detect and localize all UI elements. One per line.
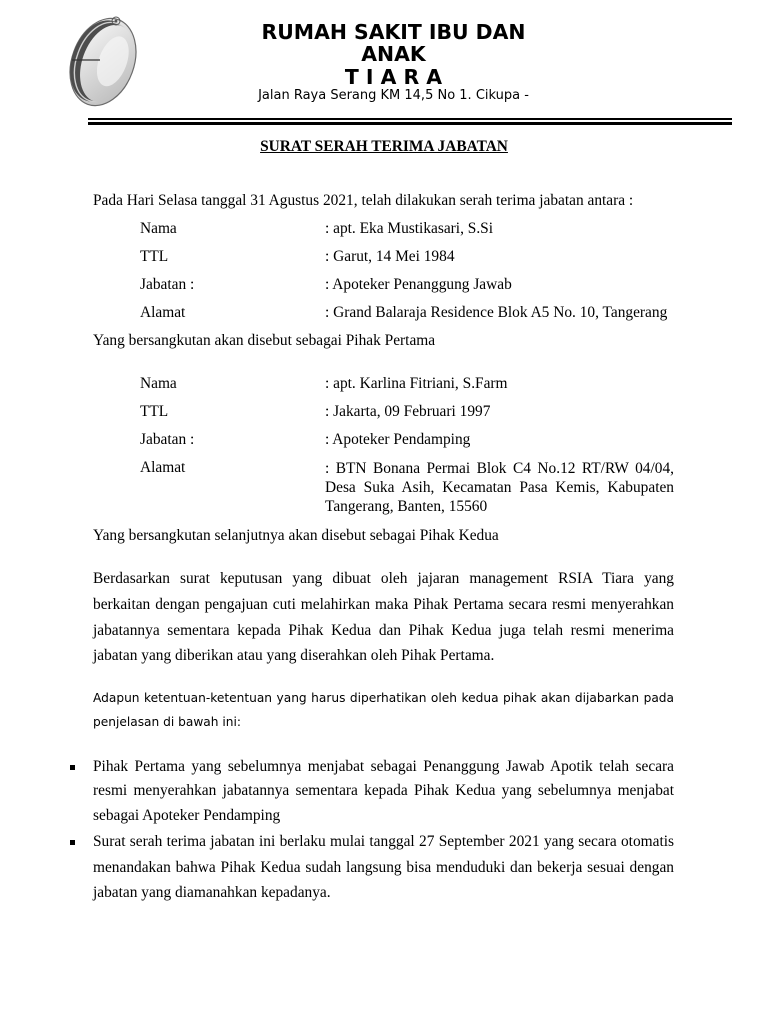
letterhead-rule-thick (88, 122, 732, 125)
row-label: Alamat (140, 304, 186, 321)
list-item-line: menandakan bahwa Pihak Kedua sudah langsung bisa menduduki dan bekerja sesuai dengan (93, 858, 674, 876)
document-title: SURAT SERAH TERIMA JABATAN (260, 138, 508, 155)
row-label: Nama (140, 220, 177, 237)
first-party-row-birth (0, 243, 768, 271)
address-line: Tangerang, Banten, 15560 (325, 497, 488, 515)
second-party-designation: Yang bersangkutan selanjutnya akan disebut sebagai Pihak Kedua (93, 527, 499, 544)
list-item-line: jabatan yang diamanahkan kepadanya. (93, 884, 331, 902)
list-item-line: resmi menyerahkan jabatannya sementara kepada Pihak Kedua yang sebelumnya menjabat (93, 782, 674, 800)
address-line: : BTN Bonana Permai Blok C4 No.12 RT/RW 04/04, (325, 459, 674, 477)
row-value: : Apoteker Penanggung Jawab (325, 276, 512, 293)
hospital-name (238, 21, 549, 89)
hospital-address-clip (238, 88, 549, 102)
row-value: : Apoteker Pendamping (325, 431, 471, 448)
row-value: : apt. Karlina Fitriani, S.Farm (325, 375, 508, 392)
hospital-name-line-2: ANAK (361, 42, 426, 67)
square-bullet-icon (70, 840, 75, 845)
hospital-name-line-1: RUMAH SAKIT IBU DAN (261, 19, 526, 44)
row-label: TTL (140, 403, 169, 420)
second-party-row-birth (0, 398, 768, 426)
first-party-designation: Yang bersangkutan akan disebut sebagai Pihak Pertama (93, 332, 436, 349)
second-party-address-value (325, 459, 674, 516)
provision-item-2 (93, 829, 674, 906)
row-label: Nama (140, 375, 177, 392)
row-value: : Garut, 14 Mei 1984 (325, 248, 455, 265)
row-label: Jabatan : (140, 276, 195, 293)
paragraph-line: Berdasarkan surat keputusan yang dibuat oleh jajaran management RSIA Tiara yang (93, 570, 674, 588)
letterhead-rule-thin (88, 118, 732, 120)
second-party-row-name (0, 370, 768, 398)
provisions-intro (93, 686, 674, 734)
first-party-row-address (0, 299, 768, 327)
row-value: : apt. Eka Mustikasari, S.Si (325, 220, 494, 237)
paragraph-line: jabatannya sementara kepada Pihak Kedua dan Pihak Kedua juga telah resmi menerima (93, 621, 674, 639)
hospital-address: Jalan Raya Serang KM 14,5 No 1. Cikupa - (258, 88, 529, 102)
second-party-row-position (0, 426, 768, 454)
first-party-row-position (0, 271, 768, 299)
paragraph-line: jabatan yang diberikan atau yang diserahkan oleh Pihak Pertama. (93, 647, 495, 665)
paragraph-line: Adapun ketentuan-ketentuan yang harus diperhatikan oleh kedua pihak akan dijabarkan pada (93, 691, 674, 705)
list-item-line: sebagai Apoteker Pendamping (93, 806, 281, 824)
address-line: Desa Suka Asih, Kecamatan Pasa Kemis, Kabupaten (325, 478, 674, 496)
row-value: : Jakarta, 09 Februari 1997 (325, 403, 491, 420)
paragraph-line: berkaitan dengan pengajuan cuti melahirkan maka Pihak Pertama secara resmi menyerahkan (93, 595, 674, 613)
row-value: : Grand Balaraja Residence Blok A5 No. 10, Tangerang (325, 304, 668, 321)
hospital-name-line-3: T I A R A (344, 64, 443, 89)
square-bullet-icon (70, 765, 75, 770)
row-label: Jabatan : (140, 431, 195, 448)
list-item-line: Pihak Pertama yang sebelumnya menjabat sebagai Penanggung Jawab Apotik telah secara (93, 757, 674, 775)
opening-sentence: Pada Hari Selasa tanggal 31 Agustus 2021, telah dilakukan serah terima jabatan antara : (93, 192, 634, 209)
hospital-logo-icon (60, 12, 146, 110)
paragraph-line: penjelasan di bawah ini: (93, 715, 241, 729)
list-item-line: Surat serah terima jabatan ini berlaku mulai tanggal 27 September 2021 yang secara otomatis (93, 833, 674, 851)
row-label: Alamat (140, 459, 186, 476)
row-label: TTL (140, 248, 169, 265)
first-party-row-name (0, 215, 768, 243)
basis-paragraph (93, 566, 674, 669)
provision-item-1 (93, 755, 674, 829)
